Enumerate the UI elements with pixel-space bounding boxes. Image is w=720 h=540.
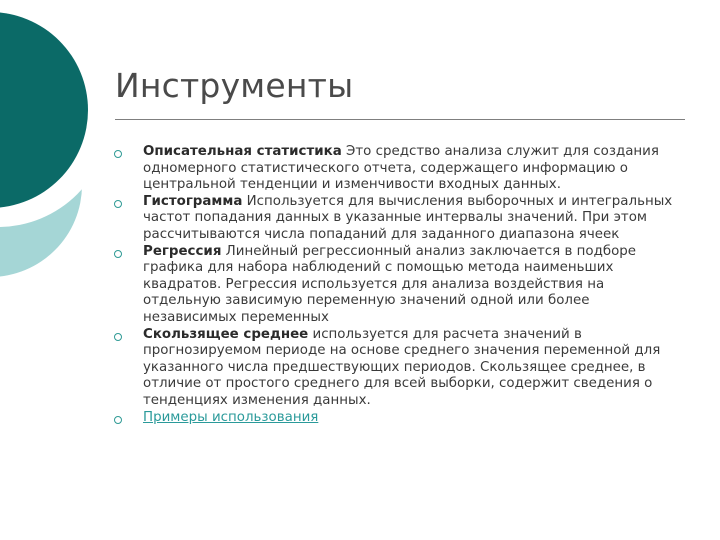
term-description: Линейный регрессионный анализ заключается в подборе графика для набора наблюдений с помощью метода наименьших квадратов. Регрессия используется для анализа воздействия на отдельную зависимую переменную значений одной или более независимых переменных [143,243,637,325]
term-label: Гистограмма [143,193,243,209]
bullet-moving-average [114,327,680,410]
term-label: Скользящее среднее [143,326,309,342]
term-description: используется для расчета значений в прогнозируемом периоде на основе среднего значения переменной для указанного числа предшествующих периодов. Скользящее среднее, в отличие от простого среднего для всей выборки, содержит сведения о тенденциях изменения данных. [143,326,661,408]
examples-link[interactable]: Примеры использования [143,409,319,425]
bullet-histogram [114,194,680,244]
bullet-regression [114,244,680,327]
bullet-circle-icon [114,150,122,158]
dark-circle-decoration [0,12,88,208]
bullet-examples [114,410,680,427]
white-ring-decoration [0,3,110,227]
bullet-circle-icon [114,200,122,208]
term-label: Регрессия [143,243,222,259]
bullet-descriptive-statistics [114,144,680,194]
bullet-circle-icon [114,250,122,258]
title-divider [115,119,685,120]
bullet-circle-icon [114,333,122,341]
bullet-circle-icon [114,416,122,424]
term-description: Это средство анализа служит для создания одномерного статистического отчета, содержащего информацию о центральной тенденции и изменчивости входных данных. [143,144,659,193]
term-description: Используется для вычисления выборочных и интегральных частот попадания данных в указанные интервалы значений. При этом рассчитываются числа попаданий для заданного диапазона ячеек [143,193,673,242]
term-label: Описательная статистика [143,144,342,159]
slide-title: Инструменты [115,66,354,105]
light-circle-decoration [0,93,82,277]
bullet-list [114,144,680,426]
